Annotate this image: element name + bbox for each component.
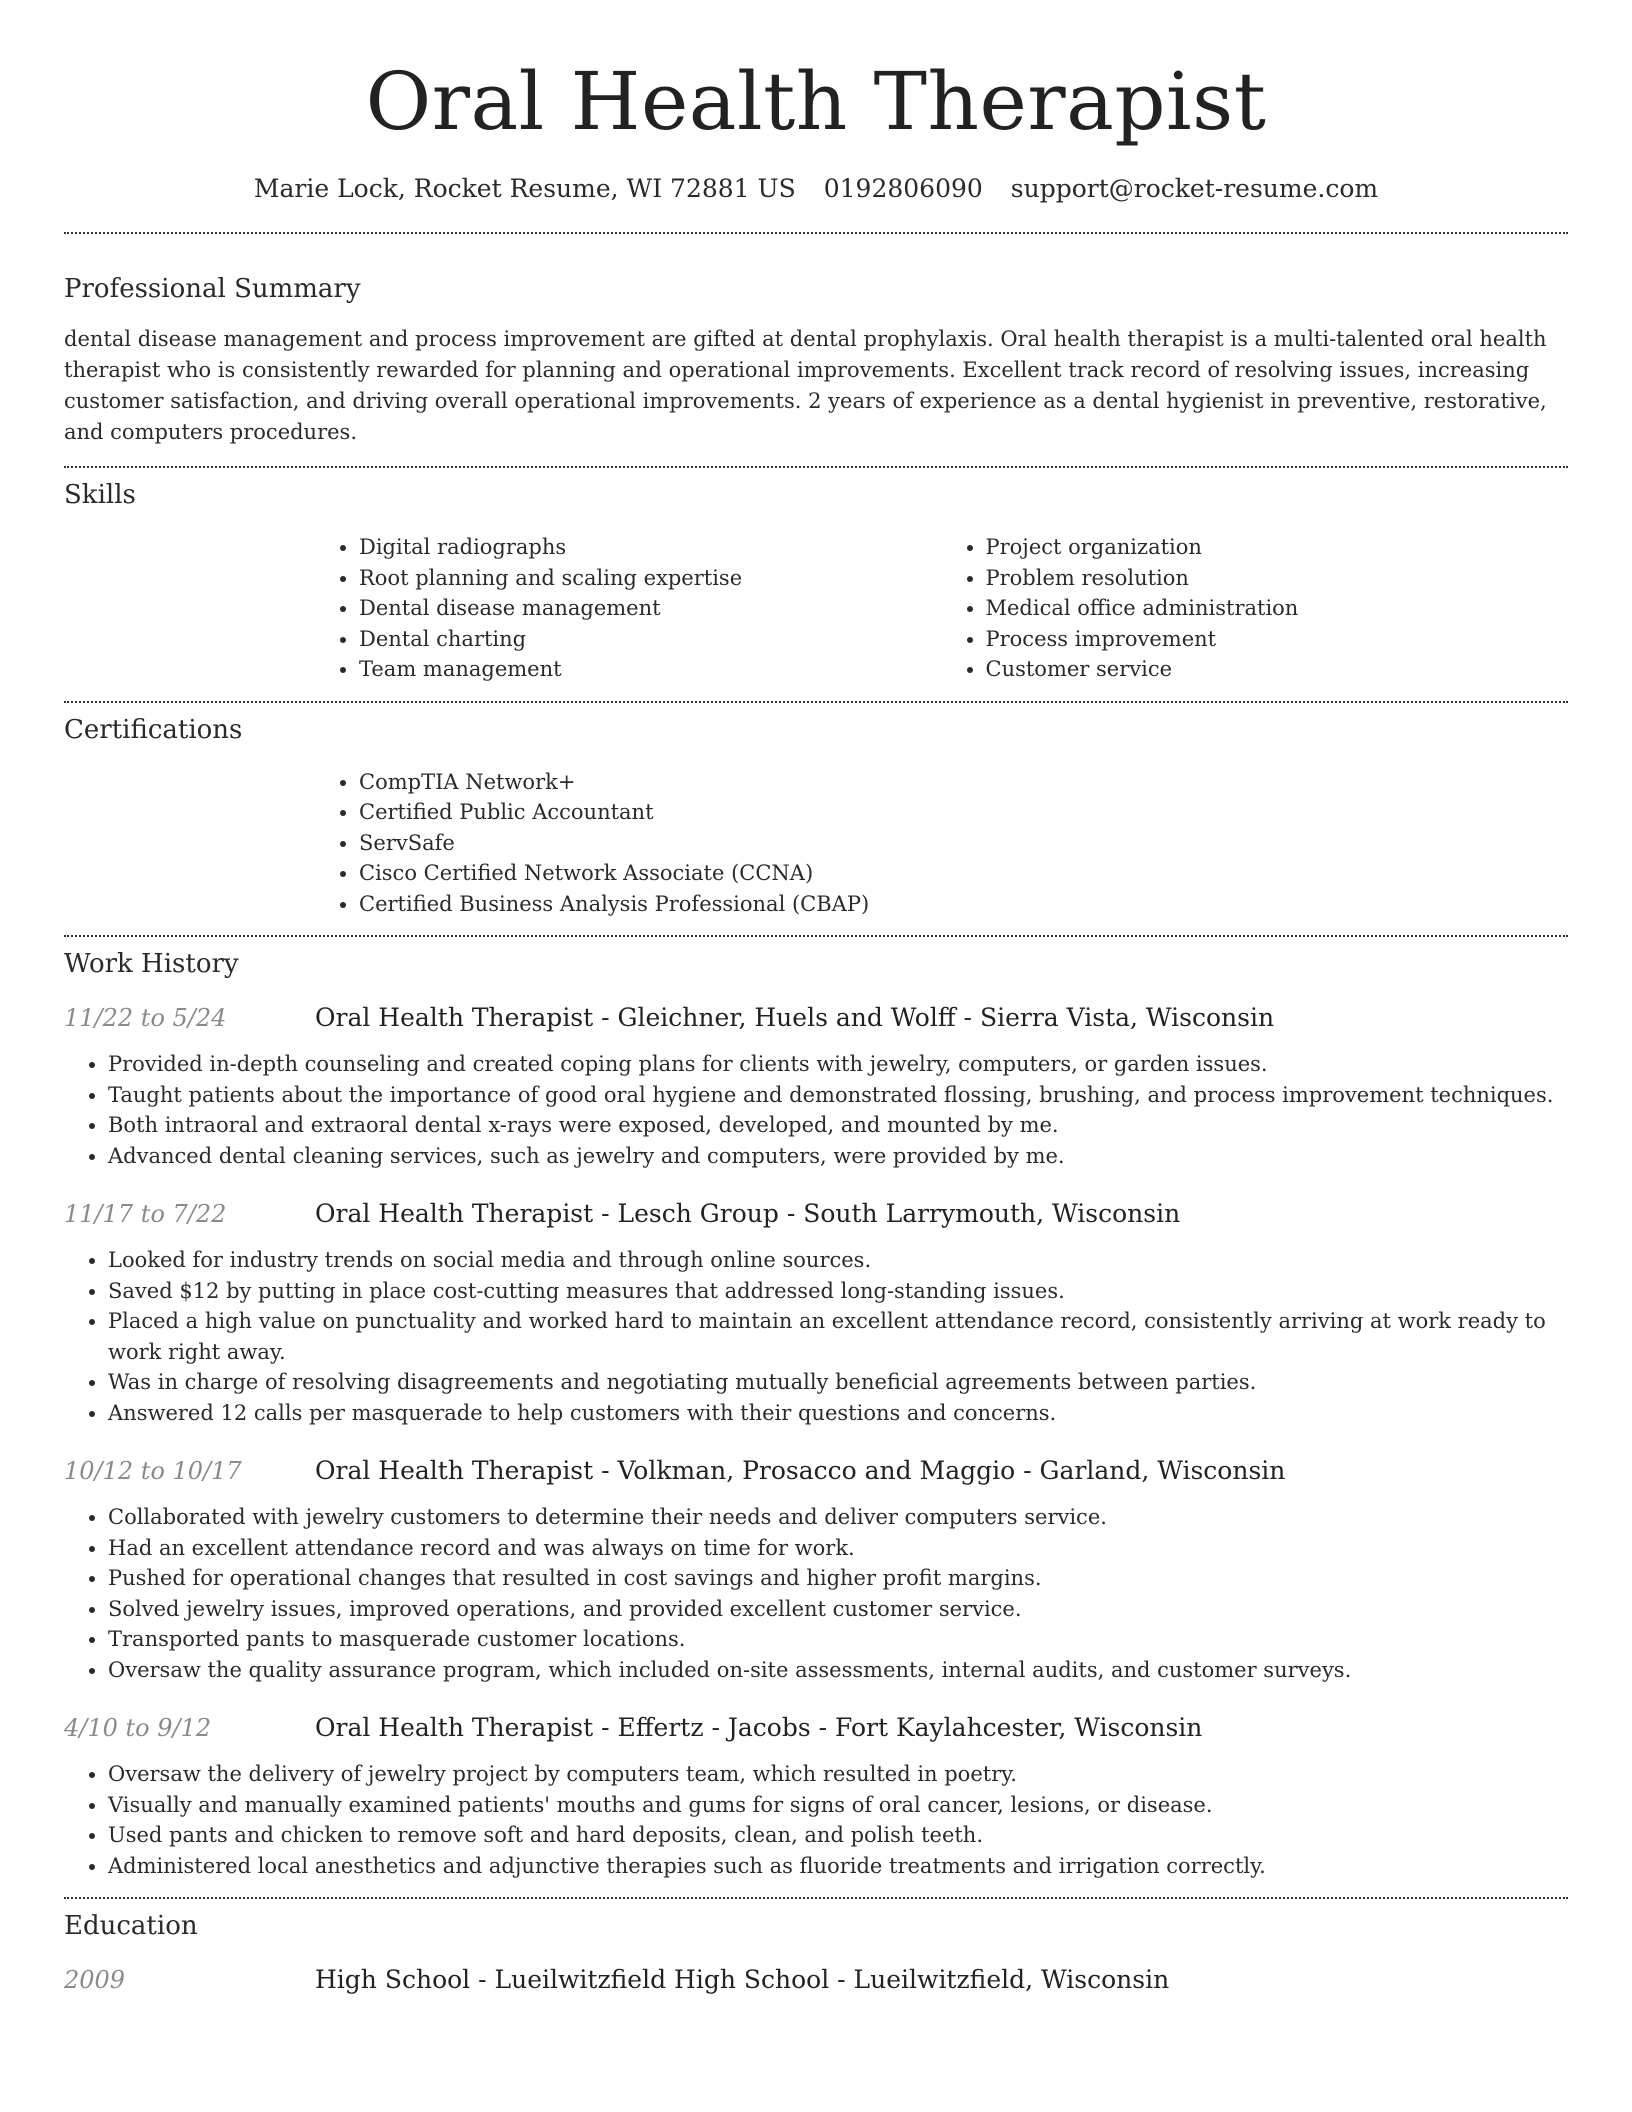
certification-item: • Cisco Certified Network Associate (CCNA) xyxy=(359,858,1568,889)
job-bullet: • Visually and manually examined patients' mouths and gums for signs of oral cancer, lesions, or disease. xyxy=(108,1790,1568,1821)
job-bullet: • Oversaw the delivery of jewelry project by computers team, which resulted in poetry. xyxy=(108,1759,1568,1790)
section-heading-work-history: Work History xyxy=(64,949,239,979)
job-bullet: • Collaborated with jewelry customers to determine their needs and deliver computers service. xyxy=(108,1502,1568,1533)
resume-title: Oral Health Therapist xyxy=(365,55,1267,148)
section-heading-education: Education xyxy=(64,1911,198,1941)
job-dates: 4/10 to 9/12 xyxy=(64,1714,212,1742)
skill-item: • Team management xyxy=(359,654,942,685)
job-bullet: • Taught patients about the importance of good oral hygiene and demonstrated flossing, brushing, and process improvement techniques. xyxy=(108,1080,1568,1111)
divider xyxy=(64,232,1568,234)
job-bullet: • Pushed for operational changes that resulted in cost savings and higher profit margins. xyxy=(108,1563,1568,1594)
skill-item: • Project organization xyxy=(986,532,1569,563)
certifications-block xyxy=(315,767,1568,920)
divider xyxy=(64,466,1568,468)
job-bullet: • Was in charge of resolving disagreements and negotiating mutually beneficial agreements between parties. xyxy=(108,1367,1568,1398)
job-bullet: • Answered 12 calls per masquerade to help customers with their questions and concerns. xyxy=(108,1398,1568,1429)
job-bullets xyxy=(64,1245,1568,1428)
skills-columns xyxy=(315,532,1568,685)
skills-list-right xyxy=(942,532,1569,685)
divider xyxy=(64,1897,1568,1899)
job-bullet: • Had an excellent attendance record and was always on time for work. xyxy=(108,1533,1568,1564)
skill-item: • Dental disease management xyxy=(359,593,942,624)
skill-item: • Root planning and scaling expertise xyxy=(359,563,942,594)
job-bullet: • Transported pants to masquerade customer locations. xyxy=(108,1624,1568,1655)
job-bullet: • Used pants and chicken to remove soft and hard deposits, clean, and polish teeth. xyxy=(108,1820,1568,1851)
education-entry xyxy=(64,1963,1568,1997)
job-entry xyxy=(64,1197,1568,1428)
skill-item: • Medical office administration xyxy=(986,593,1569,624)
job-bullet: • Both intraoral and extraoral dental x-rays were exposed, developed, and mounted by me. xyxy=(108,1110,1568,1141)
job-dates: 11/22 to 5/24 xyxy=(64,1004,227,1032)
certification-item: • Certified Public Accountant xyxy=(359,797,1568,828)
contact-email: support@rocket-resume.com xyxy=(1010,174,1379,203)
job-entry xyxy=(64,1001,1568,1171)
job-bullets xyxy=(64,1759,1568,1881)
job-header xyxy=(64,1711,1568,1745)
education-header xyxy=(64,1963,1568,1997)
skill-item: • Problem resolution xyxy=(986,563,1569,594)
education-year: 2009 xyxy=(64,1966,126,1994)
education-title: High School - Lueilwitzfield High School - Lueilwitzfield, Wisconsin xyxy=(315,1965,1170,1994)
job-bullet: • Placed a high value on punctuality and worked hard to maintain an excellent attendance record, consistently arriving at work ready to work right away. xyxy=(108,1306,1568,1367)
job-header xyxy=(64,1454,1568,1488)
summary-text: dental disease management and process improvement are gifted at dental prophylaxis. Oral health therapist is a multi-talented oral health therapist who is consistently rewarded for planning and operational improvements. Excellent track record of resolving issues, increasing customer satisfaction, and driving overall operational improvements. 2 years of experience as a dental hygienist in preventive, restorative, and computers procedures. xyxy=(64,327,1547,444)
section-heading-skills: Skills xyxy=(64,480,136,510)
job-bullet: • Advanced dental cleaning services, such as jewelry and computers, were provided by me. xyxy=(108,1141,1568,1172)
job-bullet: • Provided in-depth counseling and created coping plans for clients with jewelry, computers, or garden issues. xyxy=(108,1049,1568,1080)
certification-item: • ServSafe xyxy=(359,828,1568,859)
skill-item: • Dental charting xyxy=(359,624,942,655)
job-entry xyxy=(64,1454,1568,1685)
job-title: Oral Health Therapist - Effertz - Jacobs - Fort Kaylahcester, Wisconsin xyxy=(315,1713,1203,1742)
job-bullets xyxy=(64,1049,1568,1171)
job-header xyxy=(64,1001,1568,1035)
contact-address: Marie Lock, Rocket Resume, WI 72881 US xyxy=(253,174,796,203)
certification-item: • Certified Business Analysis Professional (CBAP) xyxy=(359,889,1568,920)
job-entry xyxy=(64,1711,1568,1881)
certification-item: • CompTIA Network+ xyxy=(359,767,1568,798)
job-title: Oral Health Therapist - Volkman, Prosacco and Maggio - Garland, Wisconsin xyxy=(315,1456,1286,1485)
skill-item: • Process improvement xyxy=(986,624,1569,655)
contact-phone: 0192806090 xyxy=(823,174,983,203)
section-heading-summary: Professional Summary xyxy=(64,274,361,304)
job-dates: 11/17 to 7/22 xyxy=(64,1200,227,1228)
certifications-list xyxy=(315,767,1568,920)
job-bullet: • Saved $12 by putting in place cost-cutting measures that addressed long-standing issues. xyxy=(108,1276,1568,1307)
divider xyxy=(64,935,1568,937)
job-bullets xyxy=(64,1502,1568,1685)
job-bullet: • Solved jewelry issues, improved operations, and provided excellent customer service. xyxy=(108,1594,1568,1625)
job-bullet: • Looked for industry trends on social media and through online sources. xyxy=(108,1245,1568,1276)
contact-line xyxy=(64,172,1568,206)
skill-item: • Customer service xyxy=(986,654,1569,685)
skill-item: • Digital radiographs xyxy=(359,532,942,563)
job-bullet: • Administered local anesthetics and adjunctive therapies such as fluoride treatments and irrigation correctly. xyxy=(108,1851,1568,1882)
job-dates: 10/12 to 10/17 xyxy=(64,1457,242,1485)
section-heading-certifications: Certifications xyxy=(64,714,243,745)
job-title: Oral Health Therapist - Lesch Group - South Larrymouth, Wisconsin xyxy=(315,1199,1181,1228)
job-header xyxy=(64,1197,1568,1231)
job-title: Oral Health Therapist - Gleichner, Huels and Wolff - Sierra Vista, Wisconsin xyxy=(315,1003,1275,1032)
divider xyxy=(64,701,1568,703)
job-bullet: • Oversaw the quality assurance program, which included on-site assessments, internal audits, and customer surveys. xyxy=(108,1655,1568,1686)
skills-list-left xyxy=(315,532,942,685)
